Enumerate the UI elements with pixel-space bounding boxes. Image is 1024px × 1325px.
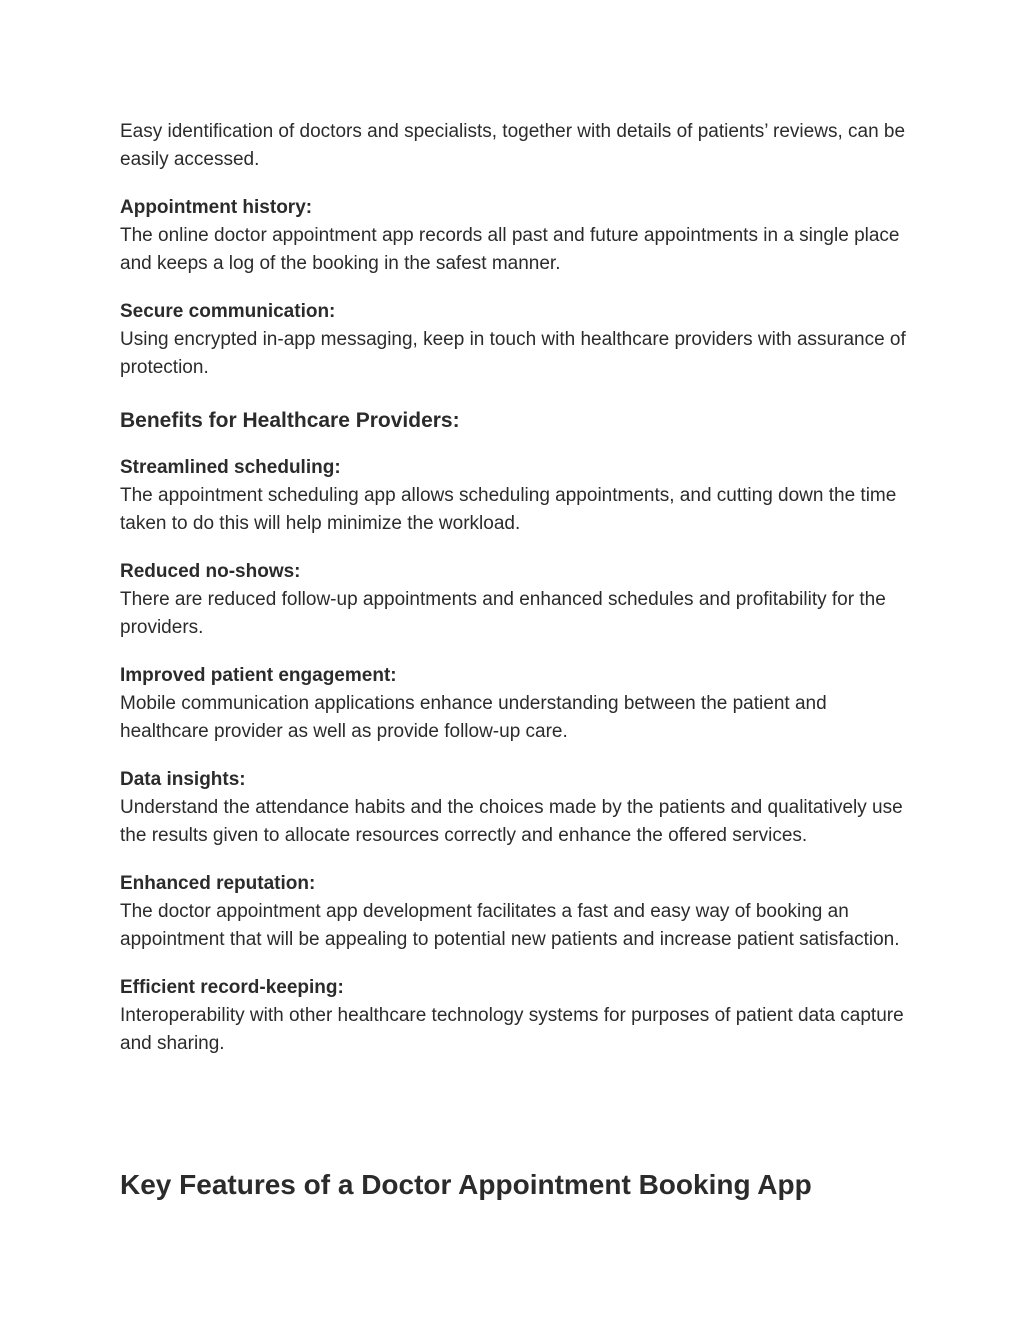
document-body — [120, 118, 910, 1078]
benefit-text: Mobile communication applications enhance understanding between the patient and healthcare provider as well as provide follow-up care. — [120, 693, 827, 742]
benefit-label: Data insights: — [120, 769, 246, 790]
benefit-improved-engagement — [120, 662, 910, 746]
benefit-reduced-no-shows — [120, 558, 910, 642]
key-features-heading: Key Features of a Doctor Appointment Booking App — [120, 1169, 812, 1200]
feature-text: The online doctor appointment app records all past and future appointments in a single place and keeps a log of the booking in the safest manner. — [120, 225, 900, 274]
benefit-label: Streamlined scheduling: — [120, 457, 341, 478]
benefit-streamlined-scheduling — [120, 454, 910, 538]
intro-paragraph — [120, 118, 910, 174]
intro-text: Easy identification of doctors and specialists, together with details of patients’ reviews, can be easily accessed. — [120, 121, 906, 170]
benefit-data-insights — [120, 766, 910, 850]
benefit-text: Interoperability with other healthcare technology systems for purposes of patient data capture and sharing. — [120, 1005, 904, 1054]
feature-label: Appointment history: — [120, 197, 313, 218]
benefit-efficient-record-keeping — [120, 974, 910, 1058]
benefit-text: Understand the attendance habits and the choices made by the patients and qualitatively use the results given to allocate resources correctly and enhance the offered services. — [120, 797, 903, 846]
feature-text: Using encrypted in-app messaging, keep in touch with healthcare providers with assurance of protection. — [120, 329, 906, 378]
benefit-label: Improved patient engagement: — [120, 665, 397, 686]
benefit-label: Enhanced reputation: — [120, 873, 316, 894]
benefit-text: The appointment scheduling app allows scheduling appointments, and cutting down the time taken to do this will help minimize the workload. — [120, 485, 897, 534]
benefit-enhanced-reputation — [120, 870, 910, 954]
benefit-text: The doctor appointment app development facilitates a fast and easy way of booking an appointment that will be appealing to potential new patients and increase patient satisfaction. — [120, 901, 900, 950]
feature-appointment-history — [120, 194, 910, 278]
benefit-label: Efficient record-keeping: — [120, 977, 344, 998]
feature-label: Secure communication: — [120, 301, 336, 322]
providers-heading: Benefits for Healthcare Providers: — [120, 409, 460, 432]
feature-secure-communication — [120, 298, 910, 382]
benefit-label: Reduced no-shows: — [120, 561, 301, 582]
benefit-text: There are reduced follow-up appointments and enhanced schedules and profitability for the providers. — [120, 589, 886, 638]
